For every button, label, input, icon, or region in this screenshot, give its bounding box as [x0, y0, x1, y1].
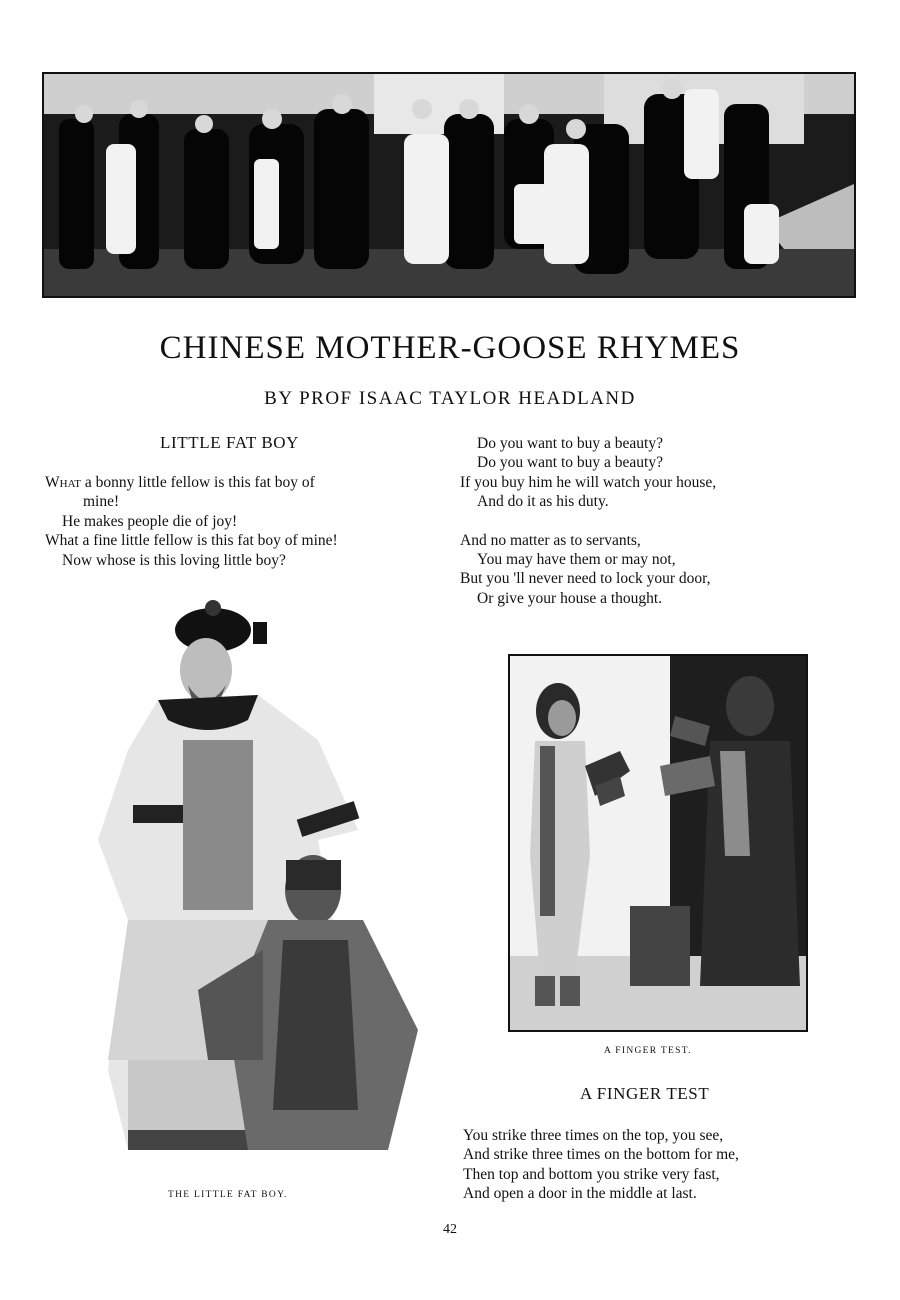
verse-line [45, 473, 338, 492]
verse-line: What a fine little fellow is this fat boy of mine! [45, 532, 338, 550]
poem-title-little-fat-boy: LITTLE FAT BOY [160, 433, 300, 452]
fat-boy-photo [88, 590, 418, 1180]
article-title: CHINESE MOTHER-GOOSE RHYMES [159, 330, 741, 366]
verse-line: Do you want to buy a beauty? [477, 454, 663, 472]
caption-finger-test: A FINGER TEST. [604, 1046, 692, 1056]
article-byline: BY PROF ISAAC TAYLOR HEADLAND [264, 388, 636, 409]
poem-title-finger-test: A FINGER TEST [580, 1084, 710, 1103]
poem-finger-test [463, 1126, 739, 1204]
caption-fat-boy: THE LITTLE FAT BOY. [168, 1190, 288, 1200]
verse-line: He makes people die of joy! [62, 512, 238, 530]
banner-photo [42, 72, 856, 298]
page-number: 42 [443, 1222, 457, 1237]
verse-line: Do you want to buy a beauty? [477, 435, 663, 452]
verse-line: And do it as his duty. [477, 493, 609, 511]
stanza-gap [460, 512, 716, 531]
verse-line: Now whose is this loving little boy? [62, 551, 286, 569]
poem-little-fat-boy [45, 473, 338, 570]
verse-line: You strike three times on the top, you see, [463, 1127, 724, 1144]
verse-line: And strike three times on the bottom for me, [463, 1146, 739, 1164]
verse-line-text: a bonny little fellow is this fat boy of [81, 474, 315, 491]
drop-word-initial: W [45, 474, 60, 491]
verse-line: And open a door in the middle at last. [463, 1185, 697, 1203]
verse-line: Or give your house a thought. [477, 589, 663, 607]
verse-line: If you buy him he will watch your house, [460, 473, 717, 491]
verse-line: But you 'll never need to lock your door, [460, 570, 711, 588]
verse-line: mine! [83, 493, 120, 511]
verse-line: And no matter as to servants, [460, 531, 641, 549]
poem-buy-a-beauty [460, 434, 716, 608]
finger-test-photo [508, 654, 808, 1032]
verse-line: Then top and bottom you strike very fast, [463, 1165, 720, 1183]
verse-line: You may have them or may not, [477, 550, 676, 568]
small-caps-word: hat [59, 474, 82, 491]
